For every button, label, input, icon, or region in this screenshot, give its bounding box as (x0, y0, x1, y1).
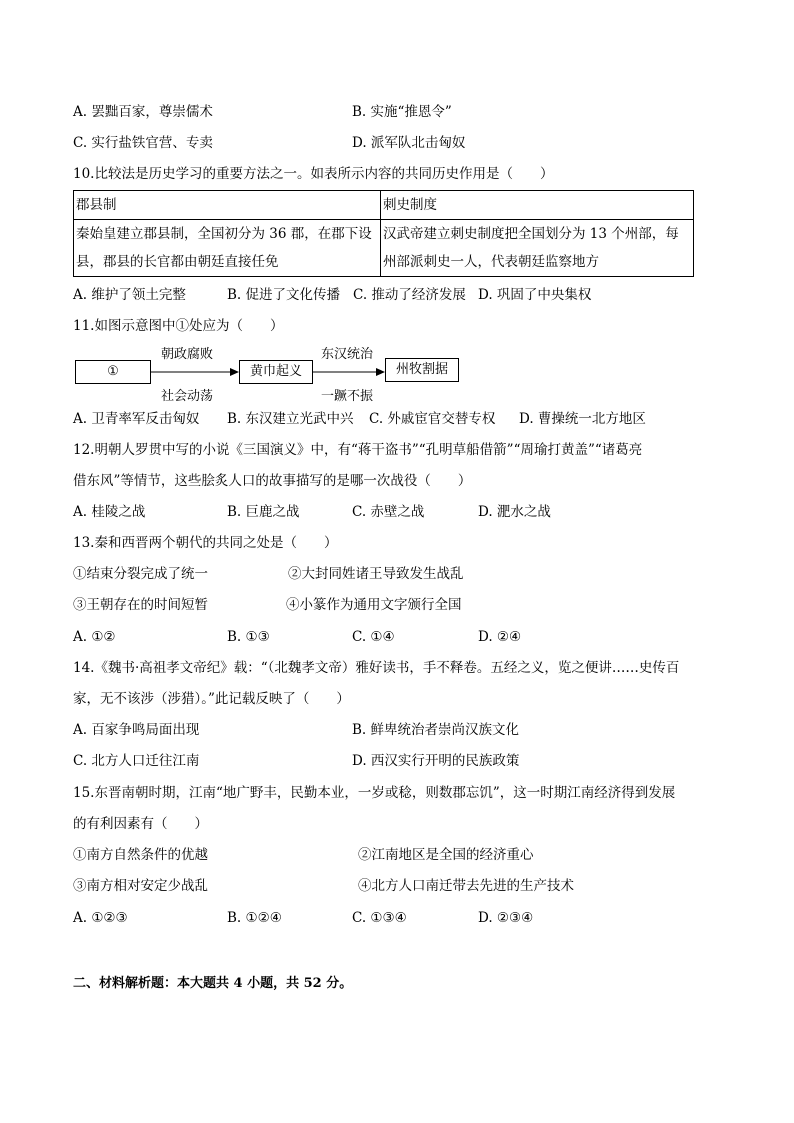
table-header-cell: 郡县制 (74, 191, 381, 220)
section-heading: 二、材料解析题：本大题共 4 小题，共 52 分。 (73, 976, 353, 991)
q13-option-a: A. ①② (73, 629, 116, 645)
q14-option-a: A. 百家争鸣局面出现 (73, 722, 200, 738)
q10-option-c: C. 推动了经济发展 (353, 287, 466, 303)
q11-option-b: B. 东汉建立光武中兴 (227, 411, 354, 427)
table-cell-line: 秦始皇建立郡县制，全国初分为 36 郡，在郡下设 (76, 226, 372, 242)
q15-option-a: A. ①②③ (73, 910, 128, 926)
arrow1-bottom-label: 社会动荡 (161, 389, 214, 404)
q12-stem-line1: 12.明朝人罗贯中写的小说《三国演义》中，有“蒋干盗书”“孔明草船借箭”“周瑜打黄盖”“诸葛亮 (73, 442, 643, 458)
q9-option-a: A. 罢黜百家，尊崇儒术 (73, 104, 213, 120)
q11-flow-diagram (73, 343, 473, 403)
table-cell-line: 县，郡县的长官都由朝廷直接任免 (76, 254, 279, 270)
q15-option-c: C. ①③④ (352, 910, 407, 926)
q15-stem-line1: 15.东晋南朝时期，江南“地广野丰，民勤本业，一岁或稔，则数郡忘饥”，这一时期江南经济得到发展 (73, 785, 676, 801)
q13-option-b: B. ①③ (227, 629, 270, 645)
q14-stem-line2: 家，无不该涉（涉猎）。”此记载反映了（ ） (73, 691, 350, 707)
q12-option-b: B. 巨鹿之战 (227, 504, 300, 520)
q13-statement-4: ④小篆作为通用文字颁行全国 (286, 597, 462, 613)
diagram-arrows (73, 343, 473, 403)
q14-stem-line1: 14.《魏书·高祖孝文帝纪》载：“（北魏孝文帝）雅好读书，手不释卷。五经之义，览之便讲……史传百 (73, 660, 680, 676)
q12-option-c: C. 赤壁之战 (352, 504, 425, 520)
table-cell-line: 州部派刺史一人，代表朝廷监察地方 (383, 254, 599, 270)
q10-comparison-table (73, 190, 694, 277)
q11-option-a: A. 卫青率军反击匈奴 (73, 411, 200, 427)
q9-option-d: D. 派军队北击匈奴 (352, 135, 466, 151)
q12-stem-line2: 借东风”等情节，这些脍炙人口的故事描写的是哪一次战役（ ） (73, 473, 472, 489)
table-header-cell: 刺史制度 (381, 191, 694, 220)
q10-stem: 10.比较法是历史学习的重要方法之一。如表所示内容的共同历史作用是（ ） (73, 166, 554, 182)
q10-option-d: D. 巩固了中央集权 (478, 287, 592, 303)
q15-statement-1: ①南方自然条件的优越 (73, 847, 208, 863)
q13-stem: 13.秦和西晋两个朝代的共同之处是（ ） (73, 535, 338, 551)
q9-option-c: C. 实行盐铁官营、专卖 (73, 135, 213, 151)
q12-option-a: A. 桂陵之战 (73, 504, 146, 520)
q13-statement-3: ③王朝存在的时间短暂 (73, 597, 208, 613)
q11-stem: 11.如图示意图中①处应为（ ） (73, 318, 284, 334)
q13-option-d: D. ②④ (478, 629, 522, 645)
q14-option-c: C. 北方人口迁往江南 (73, 753, 200, 769)
diagram-box-uprising: 黄巾起义 (239, 360, 313, 384)
q9-option-b: B. 实施“推恩令” (352, 104, 452, 120)
q11-option-c: C. 外戚宦官交替专权 (369, 411, 496, 427)
q10-option-a: A. 维护了领土完整 (73, 287, 186, 303)
arrow1-top-label: 朝政腐败 (161, 347, 214, 362)
q13-statement-2: ②大封同姓诸王导致发生战乱 (288, 566, 464, 582)
q12-option-d: D. 淝水之战 (478, 504, 551, 520)
arrow-head-icon (230, 368, 239, 376)
q15-option-b: B. ①②④ (227, 910, 282, 926)
q13-statement-1: ①结束分裂完成了统一 (73, 566, 208, 582)
q15-option-d: D. ②③④ (478, 910, 534, 926)
q14-option-b: B. 鲜卑统治者崇尚汉族文化 (352, 722, 520, 738)
table-cell-line: 汉武帝建立刺史制度把全国划分为 13 个州部，每 (383, 226, 679, 242)
table-row (74, 220, 694, 277)
q14-option-d: D. 西汉实行开明的民族政策 (352, 753, 520, 769)
q15-statement-3: ③南方相对安定少战乱 (73, 878, 208, 894)
q15-statement-4: ④北方人口南迁带去先进的生产技术 (358, 878, 574, 894)
diagram-box-blank: ① (75, 360, 151, 384)
table-header-row (74, 191, 694, 220)
q15-statement-2: ②江南地区是全国的经济重心 (358, 847, 534, 863)
table-cell (74, 220, 381, 277)
table-cell (381, 220, 694, 277)
arrow2-top-label: 东汉统治 (321, 347, 374, 362)
q11-option-d: D. 曹操统一北方地区 (519, 411, 646, 427)
arrow-head-icon (376, 368, 385, 376)
q15-stem-line2: 的有利因素有（ ） (73, 816, 208, 832)
arrow2-bottom-label: 一蹶不振 (321, 389, 374, 404)
q13-option-c: C. ①④ (352, 629, 395, 645)
q10-option-b: B. 促进了文化传播 (227, 287, 341, 303)
diagram-box-warlords: 州牧割据 (385, 358, 459, 382)
